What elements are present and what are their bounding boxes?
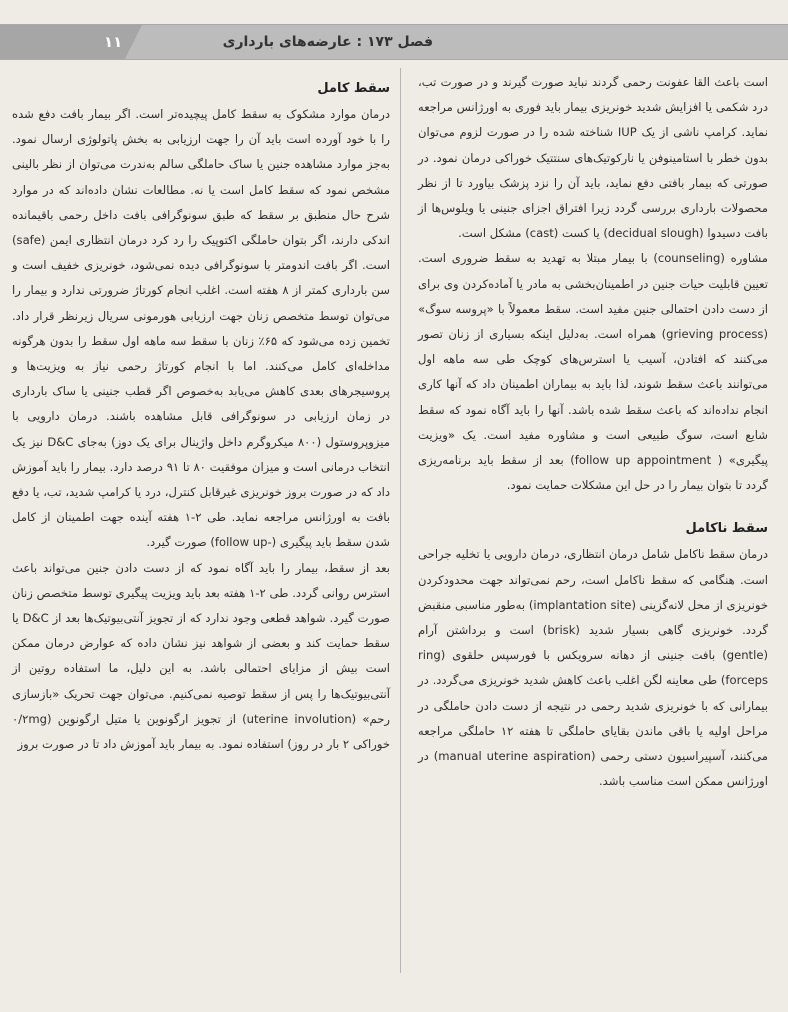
- chapter-title: فصل ۱۷۳ : عارضه‌های بارداری: [222, 34, 433, 50]
- paragraph: درمان موارد مشکوک به سقط کامل پیچیده‌تر است. اگر بیمار بافت دفع شده را با خود آورده است باید آن را جهت ارزیابی به بخش پاتولوژی ارسال نمود. به‌جز موارد مشاهده جنین یا ساک حاملگی سالم به‌ندرت می‌توان از نظر بالینی مشخص نمود که سقط کامل است یا نه. مطالعات نشان داده‌اند که در موارد شرح حال منطبق بر سقط که طبق سونوگرافی بافت داخل رحمی باقیمانده اندکی دارند، اگر بتوان حاملگی اکتوپیک را رد کرد درمان انتظاری ایمن (safe) است. اگر بافت اندومتر با سونوگرافی دیده نمی‌شود، خونریزی خفیف است و سن بارداری کمتر از ۸ هفته است. اغلب انجام کورتاژ ضرورتی ندارد و بیمار را می‌توان توسط متخصص زنان جهت ارزیابی هورمونی سریال زیرنظر قرار داد. تخمین زده می‌شود که ۶۵٪ زنان با سقط سه ماهه اول سقط را بدون هرگونه مداخله‌ای کامل می‌کنند. اما با انجام کورتاژ رحمی نیاز به ویزیت‌ها و پروسیجرهای بعدی کاهش می‌یابد به‌خصوص اگر قطب جنینی یا ساک بارداری در زمان ارزیابی در سونوگرافی قابل مشاهده باشند. درمان دارویی با میزوپروستول (۸۰۰ میکروگرم داخل واژینال برای یک دوز) به‌جای D&C نیز یک انتخاب درمانی است و میزان موفقیت ۸۰ تا ۹۱ درصد دارد. بیمار را باید آموزش داد که در صورت بروز خونریزی غیرقابل کنترل، درد یا کرامپ شدید، تب، یا دفع بافت به اورژانس مراجعه نماید. طی ۲-۱ هفته آینده جهت اطمینان از کامل شدن سقط باید پیگیری (-follow up) صورت گیرد.: [12, 107, 390, 550]
- page-header: [0, 24, 788, 60]
- right-column: [418, 70, 768, 794]
- paragraph: مشاوره (counseling) با بیمار مبتلا به تهدید به سقط ضروری است. تعیین قابلیت حیات جنین در اطمینان‌بخشی به مادر یا آماده‌کردن وی برای از دست دادن احتمالی جنین مفید است. سقط معمولاً با «پروسه سوگ» (grieving process) همراه است. به‌دلیل اینکه بسیاری از زنان تصور می‌کنند که افتادن، آسیب یا استرس‌های کوچک طی سه ماهه اول می‌توانند باعث سقط شوند، لذا باید به بیماران اطمینان داد که آنها کاری انجام نداده‌اند که باعث سقط شده باشد. آنها را باید آگاه نمود که سقط شایع است، سوگ طبیعی است و مشاوره مفید است. یک «ویزیت پیگیری» ( follow up appointment) بعد از سقط باید برنامه‌ریزی گردد تا بتوان بیمار را در حل این مشکلات حمایت نمود.: [418, 251, 768, 493]
- section-heading-incomplete-abortion: سقط ناکامل: [685, 521, 768, 537]
- paragraph: درمان سقط ناکامل شامل درمان انتظاری، درمان دارویی یا تخلیه جراحی است. هنگامی که سقط ناکامل است، رحم نمی‌تواند جهت محدودکردن خونریزی از محل لانه‌گزینی (implantation site) به‌طور مناسبی منقبض گردد. خونریزی گاهی بسیار شدید (brisk) است و برداشتن آرام (gentle) بافت جنینی از دهانه سرویکس با فورسپس حلقوی (ring forceps) طی معاینه لگن اغلب باعث کاهش شدید خونریزی می‌گردد. در بیمارانی که با خونریزی شدید رحمی در نتیجه از دست دادن حاملگی در مراحل اولیه یا باقی ماندن بقایای حاملگی تا هفته ۱۲ حاملگی مراجعه می‌کنند، آسپیراسیون دستی رحمی (manual uterine aspiration) در اورژانس ممکن است مناسب باشد.: [418, 547, 768, 789]
- paragraph: بعد از سقط، بیمار را باید آگاه نمود که از دست دادن جنین می‌تواند باعث استرس روانی گردد. طی ۲-۱ هفته بعد باید ویزیت پیگیری توسط متخصص زنان صورت گیرد. شواهد قطعی وجود ندارد که از تجویز آنتی‌بیوتیک‌ها بعد از D&C یا سقط حمایت کند و بعضی از شواهد نیز نشان داده که عوارض درمان ممکن است بیش از مزایای احتمالی باشد. به این دلیل، ما استفاده روتین از آنتی‌بیوتیک‌ها را پس از سقط توصیه نمی‌کنیم. می‌توان جهت تحریک «بازسازی رحم» (uterine involution) از تجویز ارگونوین یا متیل ارگونوین (۰/۲mg خوراکی ۲ بار در روز) استفاده نمود. به بیمار باید آموزش داد تا در صورت بروز: [12, 560, 390, 752]
- left-column: [12, 76, 390, 757]
- paragraph: است باعث القا عفونت رحمی گردند نباید صورت گیرند و در صورت تب، درد شکمی یا افزایش شدید خونریزی بیمار باید فوری به اورژانس مراجعه نماید. کرامپ ناشی از یک IUP شناخته شده را در صورت لزوم می‌توان بدون خطر با استامینوفن یا نارکوتیک‌های سنتتیک خوراکی درمان نمود. در صورتی که بیمار بافتی دفع نماید، باید آن را نزد پزشک بیاورد تا از نظر محصولات بارداری بررسی گردد زیرا افتراق اجزای جنینی یا ویلوس‌ها از بافت دسیدوا (decidual slough) یا کست (cast) مشکل است.: [418, 75, 768, 241]
- section-heading-complete-abortion: سقط کامل: [317, 81, 390, 96]
- page-number: ۱۱: [104, 33, 123, 51]
- column-divider: [400, 68, 401, 973]
